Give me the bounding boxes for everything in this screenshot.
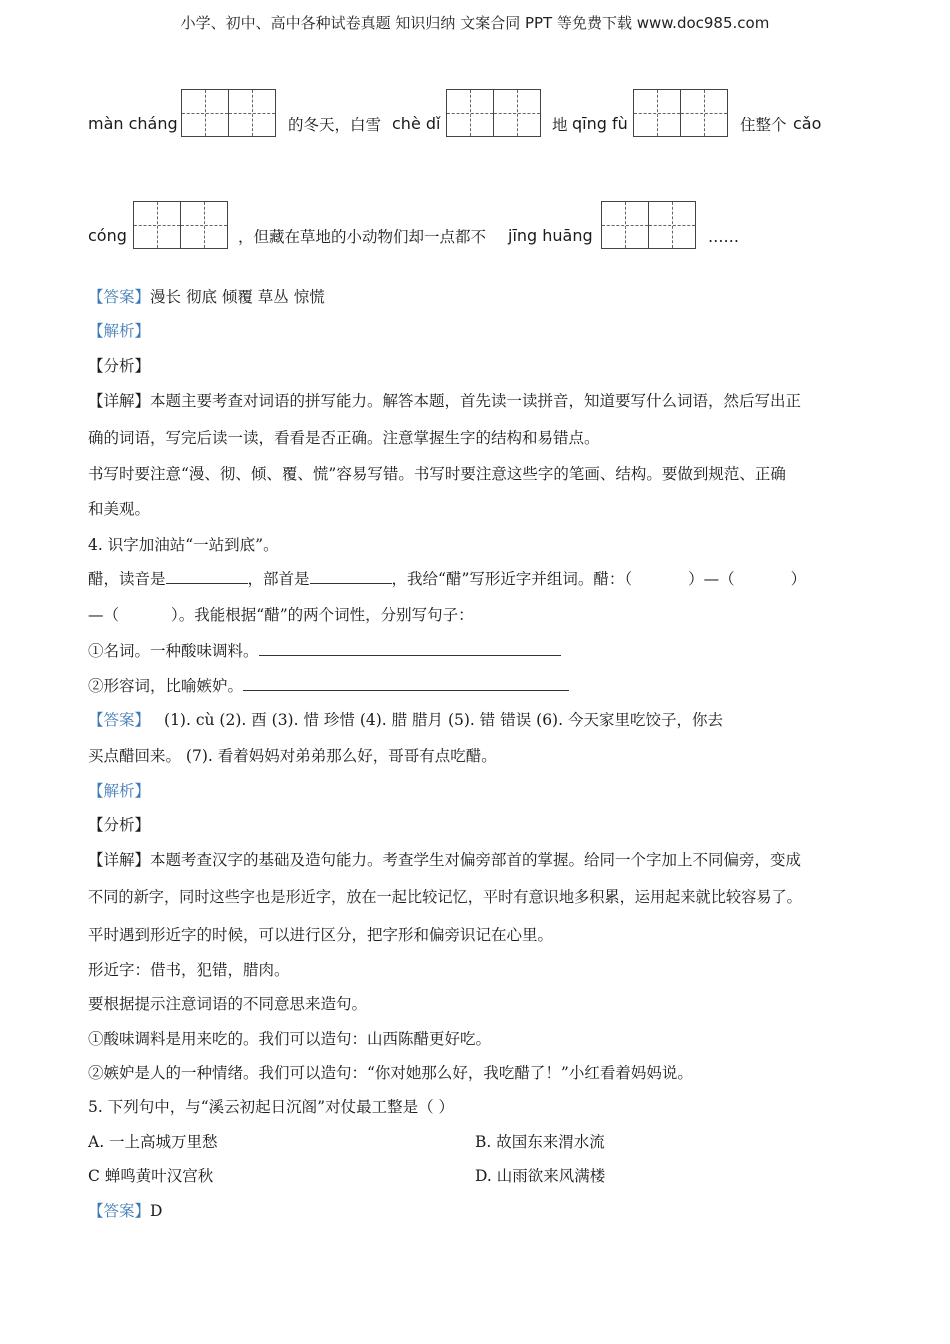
tianzige-cell[interactable]: [181, 89, 229, 137]
q5-title: 5. 下列句中，与“溪云初起日沉阁”对仗最工整是（ ）: [88, 1098, 454, 1116]
blank-radical[interactable]: [310, 569, 392, 584]
answer-tag: 【答案】: [88, 711, 151, 729]
answer-text: 漫长 彻底 倾覆 草丛 惊慌: [150, 288, 325, 306]
xiangjie-text: 本题主要考查对词语的拼写能力。解答本题，首先读一读拼音，知道要写什么词语，然后写出正: [150, 392, 802, 410]
q4-xiangjie-line: 平时遇到形近字的时候，可以进行区分，把字形和偏旁识记在心里。: [88, 926, 554, 944]
answer-text: (1). cù (2). 酉 (3). 惜 珍惜 (4). 腊 腊月 (5). 错 错误 (6). 今天家里吃饺子，你去: [164, 711, 723, 729]
q4-text: ①名词。一种酸味调料。: [88, 642, 259, 660]
q4-line1: [88, 569, 806, 589]
q5-option-b[interactable]: B. 故国东来渭水流: [475, 1133, 605, 1151]
answer-tag: 【答案】: [88, 1202, 151, 1220]
tianzige-cell[interactable]: [180, 201, 228, 249]
answer-tag: 【答案】: [88, 288, 151, 306]
fill-text: 的冬天，白雪: [288, 116, 382, 134]
q3-xiangjie-line: [88, 391, 801, 411]
q5-option-a[interactable]: A. 一上高城万里愁: [88, 1133, 218, 1151]
q4-text: 醋，读音是: [88, 570, 166, 588]
q5-option-c[interactable]: C 蝉鸣黄叶汉宫秋: [88, 1167, 214, 1185]
q3-fenxi: 【分析】: [88, 357, 151, 375]
ellipsis: ……: [708, 228, 739, 246]
q4-text: ②形容词，比喻嫉妒。: [88, 677, 244, 695]
q4-text: ，我给“醋”写形近字并组词。醋：（: [391, 570, 633, 588]
tianzige-cell[interactable]: [680, 89, 728, 137]
q4-fenxi: 【分析】: [88, 816, 151, 834]
q4-xiangjie-line: 要根据提示注意词语的不同意思来造句。: [88, 995, 368, 1013]
q3-jiexi-tag: 【解析】: [88, 322, 151, 340]
q4-text: ）—（: [688, 570, 735, 588]
q4-text: —（: [88, 606, 120, 624]
xiangjie-tag: 【详解】: [88, 851, 151, 869]
q5-option-d[interactable]: D. 山雨欲来风满楼: [475, 1167, 606, 1185]
tianzige-cell[interactable]: [228, 89, 276, 137]
page-header: 小学、初中、高中各种试卷真题 知识归纳 文案合同 PPT 等免费下载 www.doc985.com: [180, 14, 770, 32]
pinyin-cao: cǎo: [793, 114, 822, 133]
q4-answer-line: [88, 710, 723, 730]
q4-text: ）: [790, 570, 807, 588]
q4-xiangjie-line: 不同的新字，同时这些字也是形近字，放在一起比较记忆，平时有意识地多积累，运用起来就比较容易了。: [88, 888, 802, 906]
pinyin-cong: cóng: [88, 226, 127, 245]
q4-title: 4. 识字加油站“一站到底”。: [88, 536, 279, 554]
q4-text: ，部首是: [247, 570, 310, 588]
blank-sentence-2[interactable]: [243, 676, 569, 691]
q4-sentence-1: [88, 641, 561, 661]
xiangjie-text: 本题考查汉字的基础及造句能力。考查学生对偏旁部首的掌握。给同一个字加上不同偏旁，变成: [150, 851, 802, 869]
q4-xiangjie-line: ①酸味调料是用来吃的。我们可以造句：山西陈醋更好吃。: [88, 1030, 492, 1048]
q4-sentence-2: [88, 676, 569, 696]
tianzige-box-4[interactable]: [133, 201, 227, 249]
q3-xiangjie-line: 书写时要注意“漫、彻、倾、覆、慌”容易写错。书写时要注意这些字的笔画、结构。要做到规范、正确: [88, 465, 786, 483]
q4-xiangjie-line: [88, 850, 801, 870]
tianzige-cell[interactable]: [133, 201, 181, 249]
q4-answer-line: 买点醋回来。 (7). 看着妈妈对弟弟那么好，哥哥有点吃醋。: [88, 747, 497, 765]
q4-text: ）。我能根据“醋”的两个词性，分别写句子：: [171, 606, 474, 624]
fill-text: 住整个: [740, 116, 787, 134]
tianzige-cell[interactable]: [648, 201, 696, 249]
tianzige-box-1[interactable]: [181, 89, 275, 137]
q4-xiangjie-line: 形近字：借书，犯错，腊肉。: [88, 961, 290, 979]
fill-text: ，但藏在草地的小动物们却一点都不: [238, 228, 487, 246]
tianzige-box-2[interactable]: [446, 89, 540, 137]
tianzige-cell[interactable]: [601, 201, 649, 249]
tianzige-box-5[interactable]: [601, 201, 695, 249]
blank-sentence-1[interactable]: [259, 641, 561, 656]
q3-answer: [88, 287, 325, 307]
pinyin-che-di: chè dǐ: [392, 114, 441, 133]
blank-pronunciation[interactable]: [166, 569, 248, 584]
fill-text: 地: [552, 116, 568, 134]
q3-xiangjie-line: 和美观。: [88, 500, 151, 518]
tianzige-box-3[interactable]: [633, 89, 727, 137]
pinyin-jing-huang: jīng huāng: [508, 226, 593, 245]
pinyin-man-chang: màn cháng: [88, 114, 178, 133]
tianzige-cell[interactable]: [446, 89, 494, 137]
pinyin-qing-fu: qīng fù: [572, 114, 628, 133]
xiangjie-tag: 【详解】: [88, 392, 151, 410]
tianzige-cell[interactable]: [633, 89, 681, 137]
q4-xiangjie-line: ②嫉妒是人的一种情绪。我们可以造句：“你对她那么好，我吃醋了！”小红看着妈妈说。: [88, 1064, 693, 1082]
q5-answer: [88, 1201, 162, 1221]
q3-xiangjie-line: 确的词语，写完后读一读，看看是否正确。注意掌握生字的结构和易错点。: [88, 429, 600, 447]
tianzige-cell[interactable]: [493, 89, 541, 137]
answer-text: D: [150, 1202, 163, 1220]
q4-line2: [88, 605, 474, 625]
q4-jiexi-tag: 【解析】: [88, 782, 151, 800]
